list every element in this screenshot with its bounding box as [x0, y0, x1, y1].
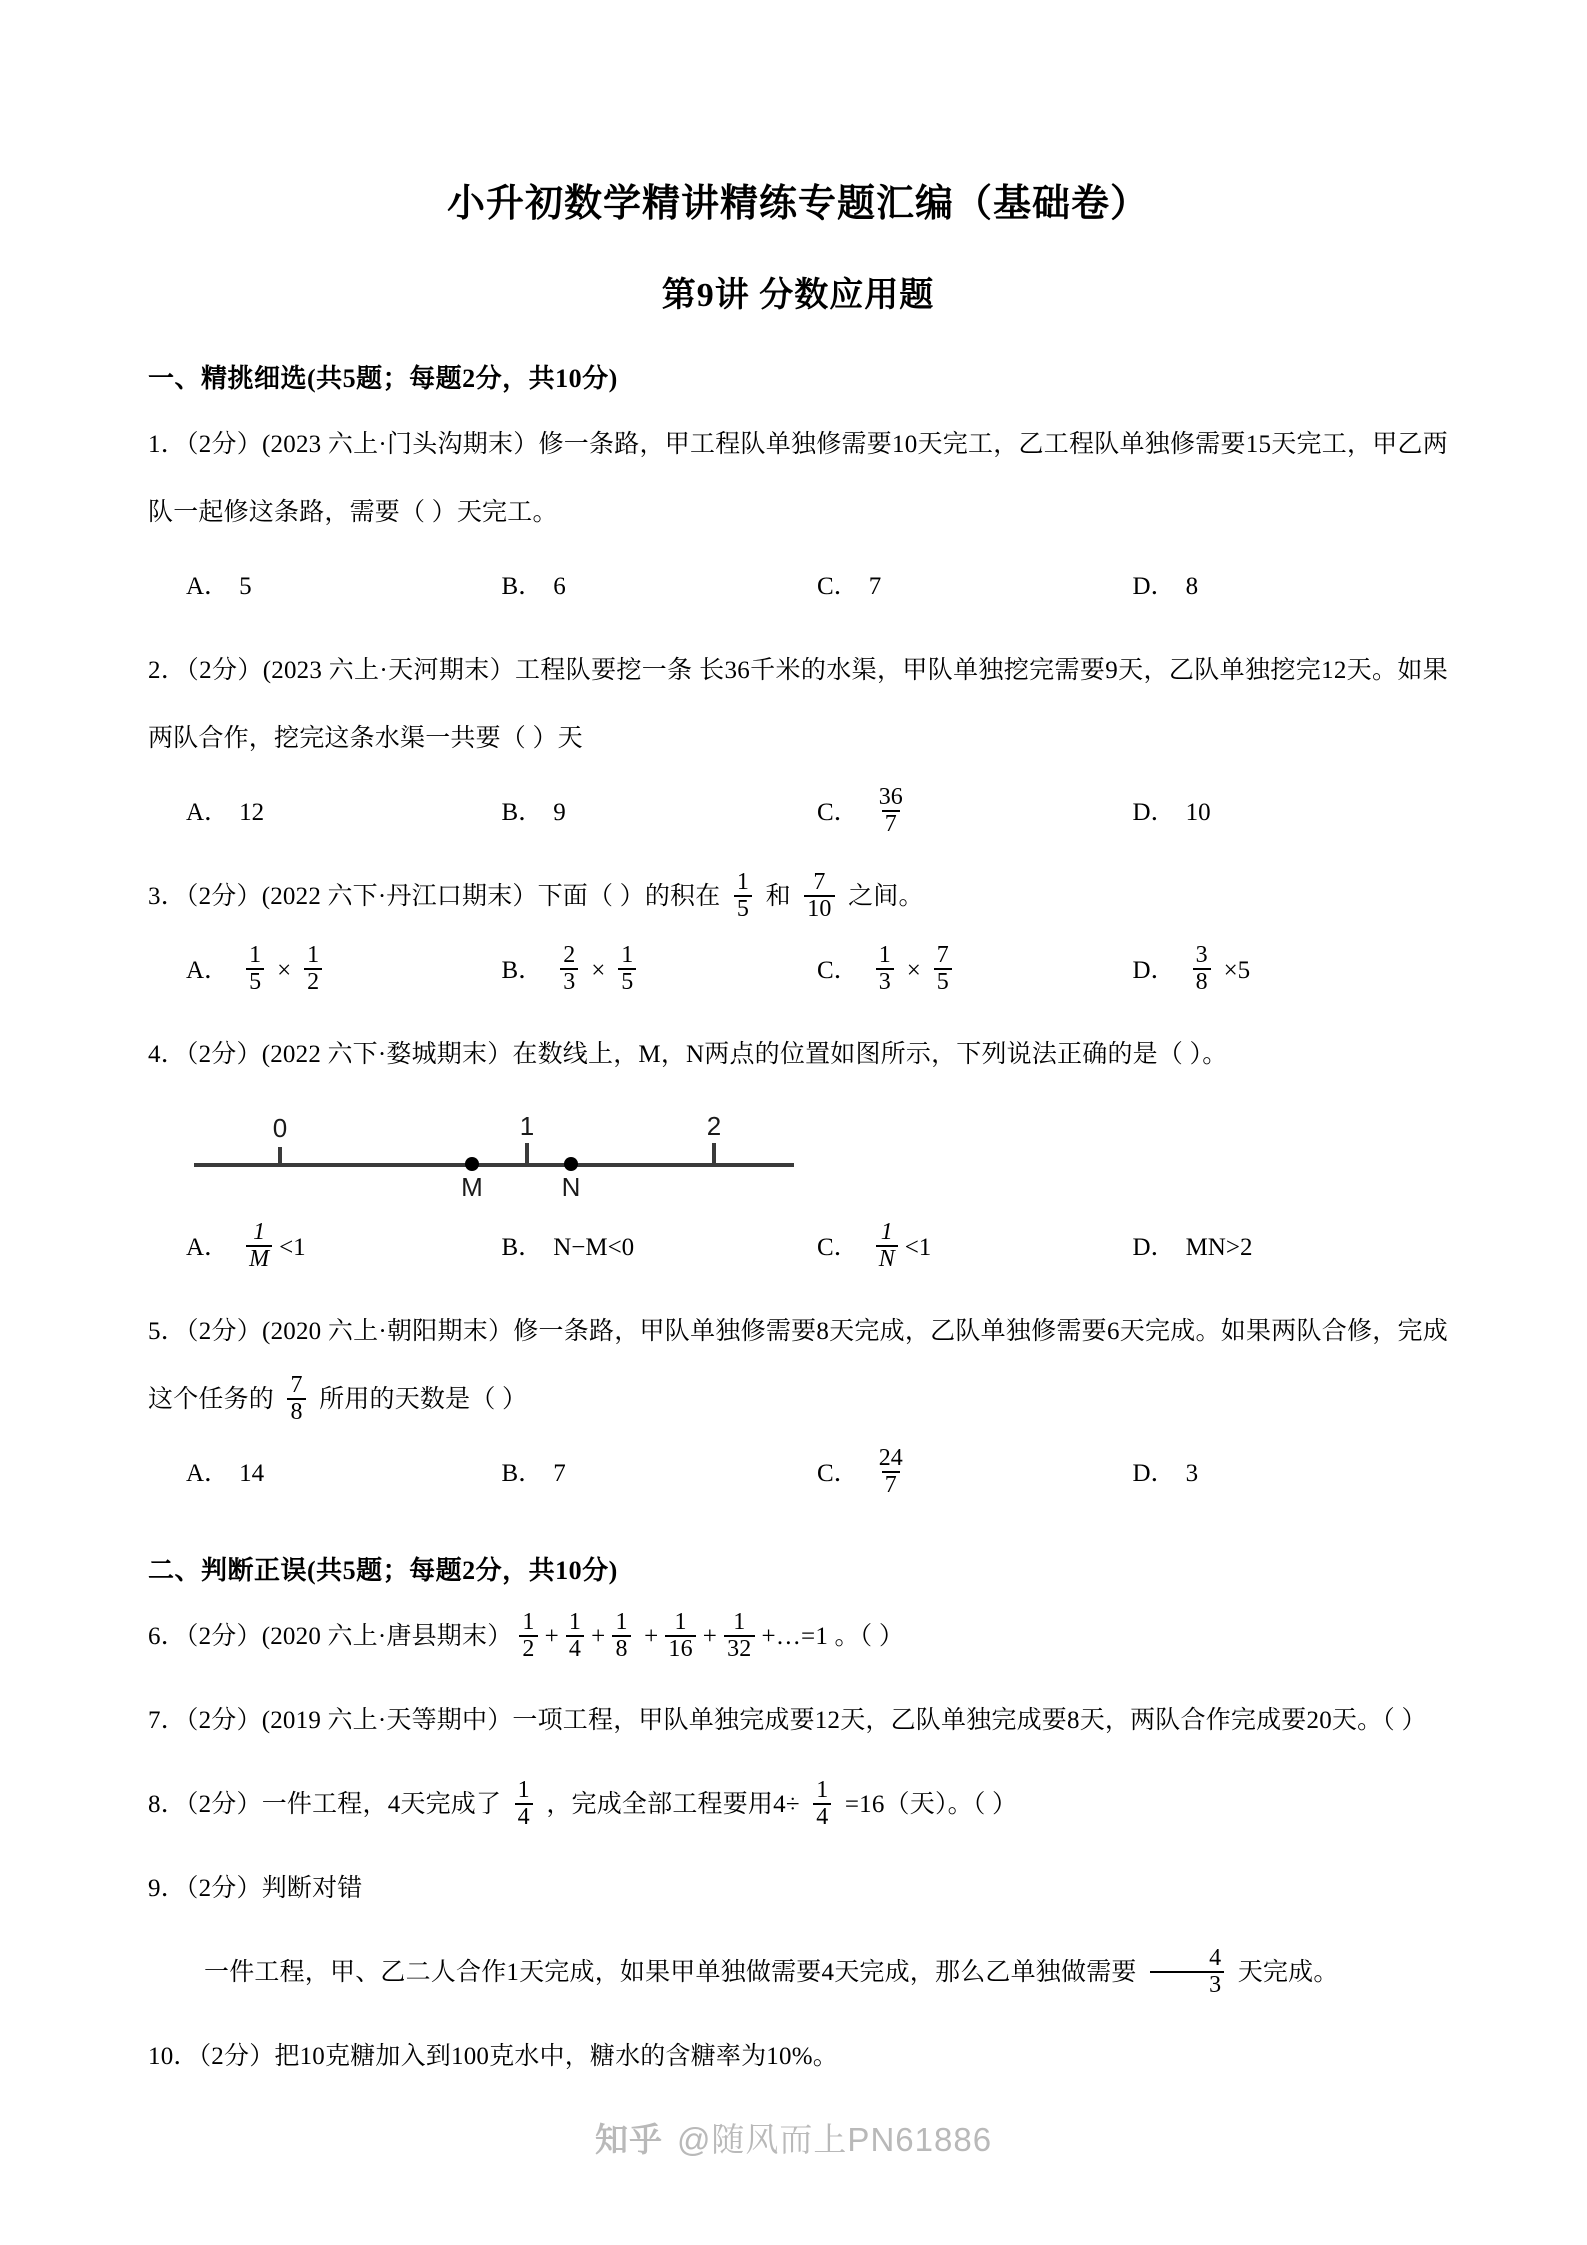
option-b-value: 7: [553, 1460, 566, 1487]
question-2-text: 2．（2分）(2023 六上·天河期末）工程队要挖一条 长36千米的水渠，甲队单独挖完需要9天，乙队单独挖完12天。如果两队合作，挖完这条水渠一共要（ ）天: [148, 657, 1448, 752]
question-3: [148, 863, 1448, 931]
fraction-numerator: 1: [522, 1609, 535, 1636]
question-4-text: 4．（2分）(2022 六下·婺城期末）在数线上，M，N两点的位置如图所示，下列说法正确的是（ ）。: [148, 1041, 1228, 1068]
question-3-prefix: 3．（2分）(2022 六下·丹江口期末）下面（ ）的积在: [148, 883, 721, 910]
fraction-numerator: 1: [517, 1777, 530, 1804]
page-content: [148, 0, 1448, 2091]
zhihu-logo: 知乎: [594, 2121, 663, 2158]
fraction: [1193, 943, 1211, 995]
point-n-label: N: [561, 1172, 581, 1202]
option-a-value: 12: [239, 799, 265, 826]
question-1-text: 1．（2分）(2023 六上·门头沟期末）修一条路，甲工程队单独修需要10天完工，乙工程队单独修需要15天完工，甲乙两队一起修这条路，需要（ ）天完工。: [148, 431, 1448, 526]
option-c-value: 7: [868, 573, 882, 600]
question-9: [148, 1855, 1448, 1923]
option-d[interactable]: [1133, 937, 1449, 1005]
fraction-numerator: 1: [307, 941, 320, 968]
fraction-denominator: 4: [515, 1803, 533, 1830]
option-d-value: 8: [1185, 573, 1199, 600]
tick-label-1: 1: [519, 1111, 535, 1141]
option-b[interactable]: [502, 553, 818, 621]
fraction-numerator: 1: [878, 941, 891, 968]
question-5-suffix: 所用的天数是（ ）: [319, 1386, 528, 1413]
option-c-label: C．: [817, 573, 859, 600]
option-b[interactable]: [502, 1440, 818, 1508]
option-b-label: B．: [501, 957, 544, 984]
fraction: [566, 1610, 584, 1662]
option-c[interactable]: [817, 937, 1133, 1005]
option-b-text: N−M<0: [553, 1234, 635, 1261]
fraction-denominator: 5: [734, 895, 752, 922]
multiply-operator: ×: [591, 957, 606, 984]
fraction: [1150, 1946, 1224, 1998]
option-a[interactable]: [186, 779, 502, 847]
fraction: [934, 943, 952, 995]
watermark-username: @随风而上PN61886: [676, 2121, 993, 2158]
fraction-numerator: 24: [878, 1444, 903, 1471]
option-d-value: 3: [1185, 1460, 1199, 1487]
option-c[interactable]: [817, 1214, 1133, 1282]
option-b-label: B．: [501, 573, 544, 600]
fraction-denominator: 5: [246, 968, 264, 995]
fraction-numerator: 1: [736, 869, 750, 896]
fraction-numerator: 1: [249, 941, 262, 968]
option-c[interactable]: [817, 779, 1133, 847]
question-2-options: [148, 779, 1448, 847]
option-d-label: D．: [1132, 799, 1176, 826]
option-c-tail: <1: [904, 1234, 932, 1261]
fraction-numerator: 36: [878, 783, 903, 810]
option-b-label: B．: [501, 799, 544, 826]
question-4: [148, 1021, 1448, 1089]
option-b-value: 6: [553, 573, 566, 600]
fraction-denominator: 10: [804, 895, 834, 922]
fraction-numerator: 3: [1195, 941, 1208, 968]
question-7-text: 7．（2分）(2019 六上·天等期中）一项工程，甲队单独完成要12天，乙队单独完成要8天，两队合作完成要20天。（ ）: [148, 1707, 1427, 1734]
number-line-svg: [184, 1095, 804, 1203]
page-title: 小升初数学精讲精练专题汇编（基础卷）: [446, 183, 1149, 225]
question-8-prefix: 8．（2分）一件工程，4天完成了: [148, 1791, 502, 1818]
section-header-1: 一、精挑细选(共5题；每题2分，共10分): [148, 364, 618, 393]
question-3-suffix: 之间。: [848, 883, 924, 910]
option-c-label: C．: [817, 957, 859, 984]
question-5: [148, 1298, 1448, 1434]
fraction-denominator: M: [246, 1245, 272, 1272]
option-d-label: D．: [1132, 957, 1176, 984]
question-9-title: 9．（2分）判断对错: [148, 1875, 363, 1902]
fraction-denominator: 8: [287, 1398, 305, 1425]
option-a[interactable]: [186, 1440, 502, 1508]
fraction-denominator: 5: [934, 968, 952, 995]
question-6-series: $\frac{1}{2}$ + $\frac{1}{4}$ + $\frac{1}{8}$ + $\frac{1}{16}$ + $\frac{1}{32}$ +…=1 。（ ）: [512, 1623, 904, 1650]
fraction-denominator: 3: [876, 968, 894, 995]
option-d-text: MN>2: [1185, 1234, 1253, 1261]
fraction: [246, 943, 264, 995]
fraction-denominator: 3: [1150, 1971, 1224, 1998]
fraction-numerator: 1: [880, 1218, 893, 1245]
question-8-suffix: =16（天）。（ ）: [844, 1791, 1018, 1818]
fraction: [734, 870, 752, 922]
watermark: [0, 2114, 1587, 2161]
fraction-denominator: 16: [665, 1635, 695, 1662]
fraction: [876, 1220, 898, 1272]
question-3-middle: 和: [765, 883, 791, 910]
option-d[interactable]: [1133, 553, 1449, 621]
multiply-operator: ×5: [1223, 957, 1251, 984]
fraction-numerator: 2: [563, 941, 576, 968]
fraction: [665, 1610, 695, 1662]
fraction-numerator: 1: [568, 1609, 582, 1636]
option-a-label: A．: [186, 1460, 230, 1487]
option-d-value: 10: [1185, 799, 1211, 826]
fraction-numerator: 7: [813, 869, 826, 896]
option-c-label: C．: [817, 799, 859, 826]
option-d[interactable]: [1133, 779, 1449, 847]
fraction-denominator: 7: [882, 1471, 900, 1498]
option-c-label: C．: [817, 1234, 859, 1261]
option-a-label: A．: [186, 957, 230, 984]
fraction-numerator: 4: [1209, 1945, 1222, 1972]
multiply-operator: ×: [906, 957, 921, 984]
fraction: [287, 1373, 305, 1425]
multiply-operator: ×: [277, 957, 292, 984]
point-n-marker: [564, 1157, 578, 1171]
point-m-label: M: [461, 1172, 483, 1202]
option-a-value: 14: [239, 1460, 265, 1487]
question-10: [148, 2023, 1448, 2091]
point-m-marker: [465, 1157, 479, 1171]
question-2: [148, 637, 1448, 773]
fraction-denominator: 3: [560, 968, 578, 995]
number-line-figure: [148, 1095, 1448, 1208]
fraction: [246, 1220, 272, 1272]
option-d-label: D．: [1132, 573, 1176, 600]
question-5-prefix: 5．（2分）(2020 六上·朝阳期末）修一条路，甲队单独修需要8天完成，乙队单独修需要6天完成。如果两队合修，完成这个任务的: [148, 1318, 1448, 1413]
section-header-2: 二、判断正误(共5题；每题2分，共10分): [148, 1556, 618, 1585]
fraction-numerator: 7: [936, 941, 949, 968]
question-1: [148, 411, 1448, 547]
option-c[interactable]: [817, 1440, 1133, 1508]
option-d-label: D．: [1132, 1460, 1176, 1487]
fraction-denominator: 7: [882, 810, 900, 837]
option-a[interactable]: [186, 937, 502, 1005]
fraction: [876, 1446, 906, 1498]
fraction: [560, 943, 578, 995]
option-a[interactable]: [186, 1214, 502, 1282]
option-a[interactable]: [186, 553, 502, 621]
fraction-denominator: 8: [1193, 968, 1211, 995]
question-5-options: [148, 1440, 1448, 1508]
option-d-label: D．: [1132, 1234, 1176, 1261]
question-8: [148, 1771, 1448, 1839]
fraction: [515, 1778, 533, 1830]
question-10-text: 10．（2分）把10克糖加入到100克水中，糖水的含糖率为10%。: [148, 2043, 838, 2070]
fraction-numerator: 1: [733, 1609, 746, 1636]
option-b-label: B．: [501, 1460, 544, 1487]
option-d[interactable]: [1133, 1214, 1449, 1282]
fraction-denominator: 2: [519, 1635, 537, 1662]
fraction-denominator: 2: [304, 968, 322, 995]
fraction: [876, 785, 906, 837]
option-b[interactable]: [502, 1214, 818, 1282]
fraction-denominator: 4: [566, 1635, 584, 1662]
option-c-label: C．: [817, 1460, 859, 1487]
question-7: [148, 1687, 1448, 1755]
fraction: [724, 1610, 754, 1662]
question-4-options: [148, 1214, 1448, 1282]
option-b[interactable]: [502, 779, 818, 847]
fraction-denominator: 8: [612, 1635, 630, 1662]
fraction: [612, 1610, 630, 1662]
fraction-numerator: 1: [615, 1609, 628, 1636]
fraction-numerator: 7: [290, 1372, 303, 1399]
fraction: [618, 943, 636, 995]
option-b-label: B．: [501, 1234, 544, 1261]
question-9-prefix: 一件工程，甲、乙二人合作1天完成，如果甲单独做需要4天完成，那么乙单独做需要: [204, 1959, 1137, 1986]
option-b-value: 9: [553, 799, 566, 826]
question-3-options: [148, 937, 1448, 1005]
question-6-prefix: 6．（2分）(2020 六上·唐县期末）: [148, 1623, 513, 1650]
fraction-numerator: 1: [253, 1218, 266, 1245]
option-a-label: A．: [186, 573, 230, 600]
fraction-denominator: 5: [618, 968, 636, 995]
fraction: [519, 1610, 537, 1662]
question-1-options: [148, 553, 1448, 621]
fraction-numerator: 1: [621, 941, 634, 968]
fraction: [304, 943, 322, 995]
question-8-middle: ，完成全部工程要用4÷: [546, 1791, 800, 1818]
tick-label-0: 0: [272, 1113, 288, 1143]
option-a-value: 5: [239, 573, 252, 600]
question-9-body: [148, 1939, 1448, 2007]
option-a-label: A．: [186, 799, 230, 826]
page-subtitle: 第9讲 分数应用题: [661, 277, 935, 314]
fraction-denominator: 32: [724, 1635, 754, 1662]
option-a-tail: <1: [279, 1234, 306, 1261]
question-6: [148, 1603, 1448, 1671]
fraction-denominator: N: [876, 1245, 898, 1272]
fraction: [813, 1778, 831, 1830]
fraction: [876, 943, 894, 995]
option-b[interactable]: [502, 937, 818, 1005]
option-d[interactable]: [1133, 1440, 1449, 1508]
option-c[interactable]: [817, 553, 1133, 621]
tick-label-2: 2: [706, 1111, 722, 1141]
fraction-denominator: 4: [813, 1803, 831, 1830]
fraction-numerator: 1: [674, 1609, 687, 1636]
option-a-label: A．: [186, 1234, 230, 1261]
question-6-suffix: +…=1 。（ ）: [761, 1623, 905, 1650]
question-9-suffix: 天完成。: [1237, 1959, 1339, 1986]
fraction-numerator: 1: [816, 1777, 829, 1804]
fraction: [804, 870, 834, 922]
